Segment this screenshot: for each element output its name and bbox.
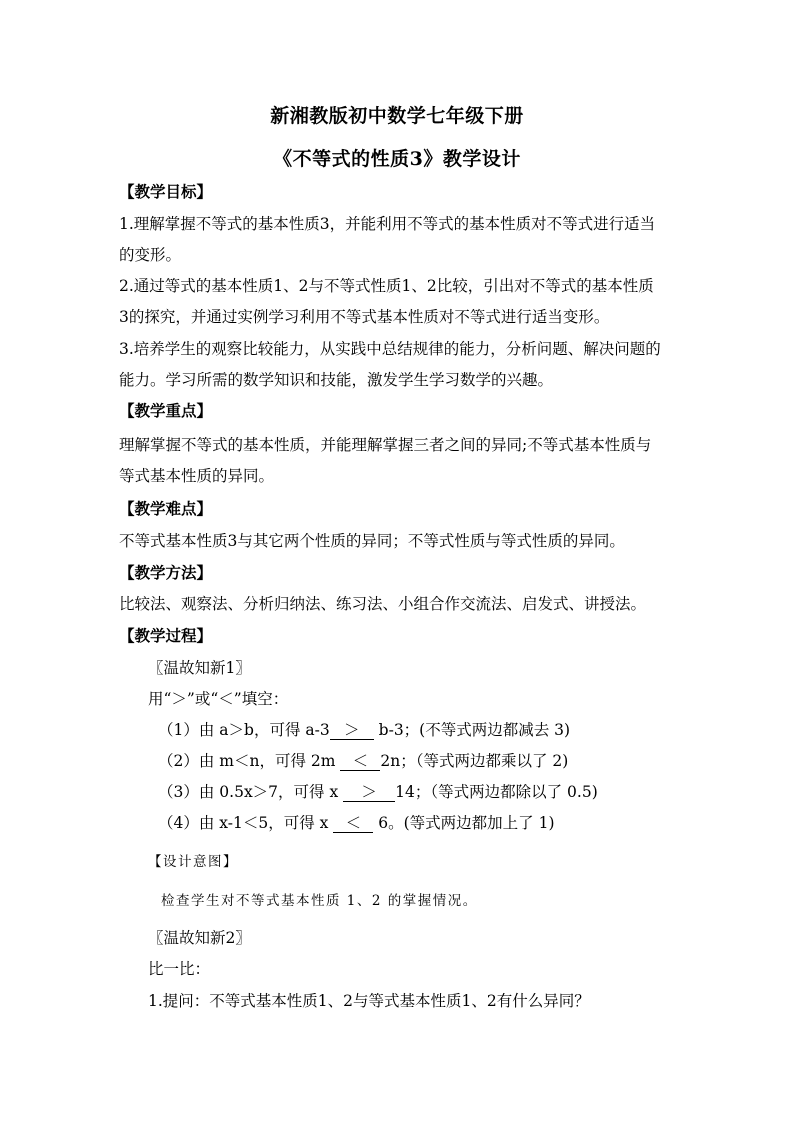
design-intent-label: 【设计意图】 <box>148 854 238 870</box>
exercise-item-2-note: 2n；（等式两边都乘以了 2) <box>380 752 569 770</box>
review-2-question-1: 1.提问：不等式基本性质1、2与等式基本性质1、2有什么异同？ <box>148 992 590 1010</box>
section-heading-process: 【教学过程】 <box>119 626 213 645</box>
exercise-item-4-answer: ＜ <box>333 816 373 833</box>
document-title: 新湘教版初中数学七年级下册 <box>270 105 524 127</box>
method-text: 比较法、观察法、分析归纳法、练习法、小组合作交流法、启发式、讲授法。 <box>119 595 647 613</box>
goal-1-line-2: 的变形。 <box>119 246 182 264</box>
design-intent-text: 检查学生对不等式基本性质 1、2 的掌握情况。 <box>161 893 478 909</box>
goal-3-line-2: 能力。学习所需的数学知识和技能，激发学生学习数学的兴趣。 <box>119 371 554 389</box>
exercise-item-1-note: b-3；(不等式两边都减去 3) <box>373 721 571 739</box>
review-2-label: 〖温故知新2〗 <box>148 929 251 947</box>
exercise-item-3-text: （3）由 0.5x＞7，可得 x <box>158 783 344 801</box>
goal-1-line-1: 1.理解掌握不等式的基本性质3，并能利用不等式的基本性质对不等式进行适当 <box>119 215 656 233</box>
exercise-item-3 <box>158 780 598 802</box>
key-point-line-1: 理解掌握不等式的基本性质，并能理解掌握三者之间的异同;不等式基本性质与 <box>119 436 652 454</box>
exercise-item-1-answer: ＞ <box>330 723 374 740</box>
goal-2-line-2: 3的探究，并通过实例学习利用不等式基本性质对不等式进行适当变形。 <box>119 308 610 326</box>
section-heading-method: 【教学方法】 <box>119 563 213 582</box>
review-1-label: 〖温故知新1〗 <box>148 659 251 677</box>
section-heading-difficult: 【教学难点】 <box>119 499 213 518</box>
section-heading-key: 【教学重点】 <box>119 401 213 420</box>
document-subtitle: 《不等式的性质3》教学设计 <box>273 148 521 170</box>
review-1-instruction: 用“＞”或“＜”填空： <box>148 690 289 708</box>
review-2-instruction: 比一比： <box>148 960 211 978</box>
exercise-item-4-text: （4）由 x-1＜5，可得 x <box>158 814 334 832</box>
goal-3-line-1: 3.培养学生的观察比较能力，从实践中总结规律的能力，分析问题、解决问题的 <box>119 340 661 358</box>
exercise-item-2 <box>158 749 568 771</box>
exercise-item-1 <box>158 718 570 740</box>
exercise-item-2-answer: ＜ <box>340 754 380 771</box>
difficult-point-text: 不等式基本性质3与其它两个性质的异同；不等式性质与等式性质的异同。 <box>119 532 625 550</box>
exercise-item-3-answer: ＞ <box>343 785 395 802</box>
exercise-item-3-note: 14；（等式两边都除以了 0.5) <box>395 783 598 801</box>
exercise-item-4 <box>158 811 555 833</box>
key-point-line-2: 等式基本性质的异同。 <box>119 467 275 485</box>
exercise-item-1-text: （1）由 a＞b，可得 a-3 <box>158 721 330 739</box>
exercise-item-2-text: （2）由 m＜n，可得 2m <box>158 752 341 770</box>
exercise-item-4-note: 6。(等式两边都加上了 1) <box>373 814 555 832</box>
section-heading-goals: 【教学目标】 <box>119 182 213 201</box>
goal-2-line-1: 2.通过等式的基本性质1、2与不等式性质1、2比较，引出对不等式的基本性质 <box>119 277 654 295</box>
